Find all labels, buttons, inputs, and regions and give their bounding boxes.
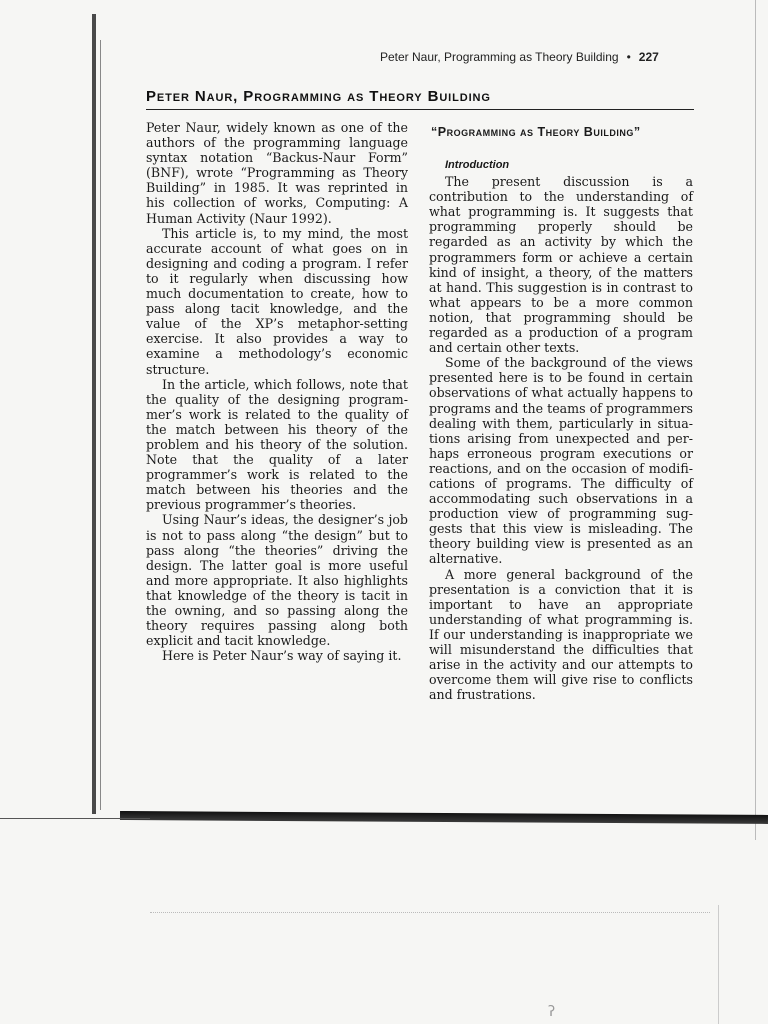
- page-edge: [755, 0, 756, 840]
- body-paragraph: A more general background of the presentation is a conviction that it is important to have an appropriate understanding of what programming is. If our understanding is inappropriate we will misunderstand the difficulties that arise in the activity and our attempts to overcome them will give rise to conflicts and frustrations.: [429, 566, 693, 703]
- margin-mark: ʔ: [548, 1004, 556, 1020]
- page-bottom-shadow: [120, 811, 768, 824]
- section-title: “Programming as Theory Building”: [431, 125, 641, 139]
- body-paragraph: Here is Peter Naur’s way of saying it.: [162, 648, 402, 664]
- body-paragraph: The present discussion is a contribution to the understanding of what programming is. It suggests that programming properly should be regarded as an activity by which the programmers form or achieve a certain kind of insight, a theory, of the matters at hand. This suggestion is in contrast to what appears to be a more common notion, that programming should be regarded as a production of a program and certain other texts.: [429, 174, 693, 356]
- binding-shadow: [92, 14, 96, 814]
- section-subheading: Introduction: [445, 159, 510, 171]
- running-head: [380, 50, 692, 64]
- binding-edge: [100, 40, 101, 810]
- right-column: [429, 120, 693, 702]
- running-head-separator: •: [626, 50, 631, 64]
- body-paragraph: In the article, which follows, note that the quality of the designing programmer’s work is related to the quality of the match between his theory of the problem and his theory of the solution. Note that the quality of a later programmer’s work is related to the match between his theories and the previous programmer’s theories.: [146, 376, 408, 513]
- intro-paragraph: Peter Naur, widely known as one of the authors of the programming language syntax notation “Backus-Naur Form” (BNF), wrote “Programming as Theory Building” in 1985. It was reprinted in his collection of works, Computing: A Human Activity (Naur 1992).: [146, 120, 408, 226]
- body-paragraph: This article is, to my mind, the most accurate account of what goes on in designing and coding a program. I refer to it regularly when discussing how much documentation to create, how to pass along tacit knowledge, and the value of the XP’s metaphor-setting exercise. It also provides a way to examine a methodology’s economic structure.: [146, 225, 408, 377]
- left-column: [146, 120, 408, 663]
- body-paragraph: Using Naur’s ideas, the designer’s job is not to pass along “the design” but to pass along “the theories” driving the design. The latter goal is more useful and more appropriate. It also highlights that knowledge of the theory is tacit in the owning, and so passing along the theory requires passing along both explicit and tacit knowledge.: [146, 512, 408, 649]
- body-paragraph: Some of the background of the views presented here is to be found in certain observations of what actually happens to programs and the teams of programmers dealing with them, particularly in situations arising from unexpected and perhaps erroneous program executions or reactions, and on the occasion of modifications of programs. The difficulty of accommodating such observations in a production view of programming suggests that this view is misleading. The theory building view is presented as an alternative.: [429, 355, 693, 567]
- chapter-title: Peter Naur, Programming as Theory Building: [146, 88, 694, 110]
- next-page-edge: [150, 912, 710, 914]
- running-head-title: Peter Naur, Programming as Theory Building: [380, 50, 619, 64]
- page-number: 227: [638, 50, 659, 64]
- next-page-side: [718, 905, 719, 1024]
- scan-line: [0, 818, 150, 819]
